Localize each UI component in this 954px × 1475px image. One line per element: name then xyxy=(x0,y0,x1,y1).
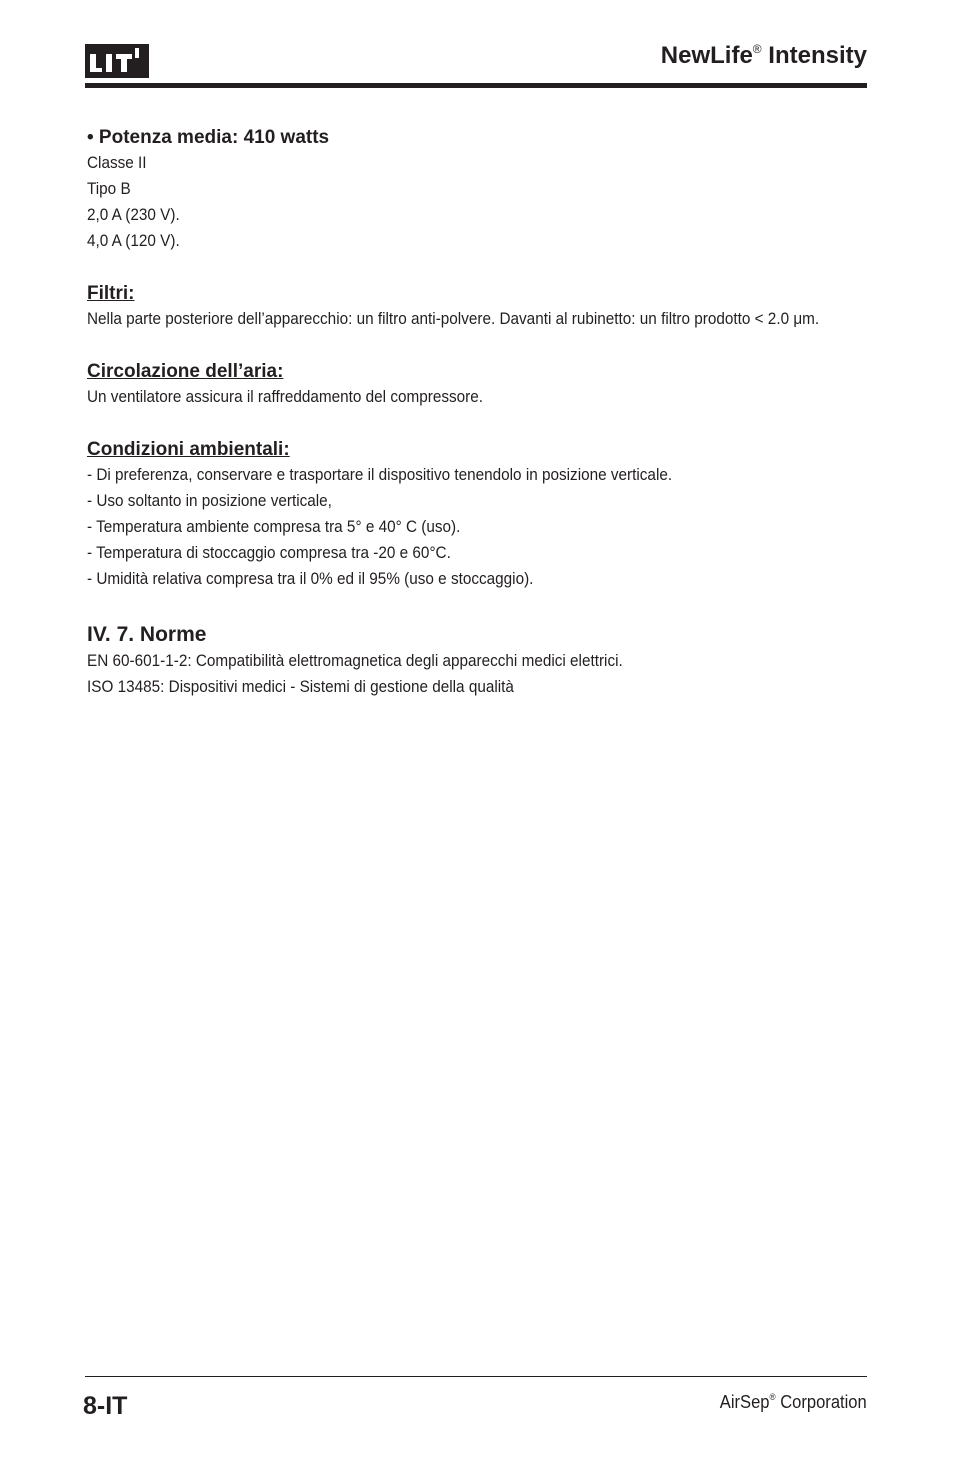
company-main: AirSep xyxy=(720,1392,770,1412)
air-heading: Circolazione dell’aria: xyxy=(87,361,284,382)
power-heading: • Potenza media: 410 watts xyxy=(87,127,330,148)
air-text: Un ventilatore assicura il raffreddamento del compressore. xyxy=(87,387,484,406)
title-main: NewLife xyxy=(660,42,753,69)
power-line: Tipo B xyxy=(87,179,131,198)
company-registered-mark: ® xyxy=(769,1392,776,1402)
standards-line: ISO 13485: Dispositivi medici - Sistemi di gestione della qualità xyxy=(87,677,514,696)
environment-heading: Condizioni ambientali: xyxy=(87,439,290,460)
header-divider xyxy=(85,83,867,88)
company-rest: Corporation xyxy=(775,1392,867,1412)
environment-line: - Temperatura di stoccaggio compresa tra -20 e 60°C. xyxy=(87,543,451,562)
environment-line: - Di preferenza, conservare e trasportare il dispositivo tenendolo in posizione verticale. xyxy=(87,465,673,484)
page-number: 8-IT xyxy=(83,1392,128,1420)
standards-line: EN 60-601-1-2: Compatibilità elettromagnetica degli apparecchi medici elettrici. xyxy=(87,651,623,670)
page-content xyxy=(87,126,827,700)
title-rest: Intensity xyxy=(761,42,867,69)
filters-text: Nella parte posteriore dell’apparecchio: un filtro anti-polvere. Davanti al rubinetto: un filtro prodotto < 2.0 μm. xyxy=(87,309,820,328)
footer-divider xyxy=(85,1376,867,1377)
power-line: Classe II xyxy=(87,153,147,172)
brand-logo-icon xyxy=(85,44,149,78)
title-registered-mark: ® xyxy=(752,42,762,56)
environment-line: - Umidità relativa compresa tra il 0% ed il 95% (uso e stoccaggio). xyxy=(87,569,534,588)
power-line: 2,0 A (230 V). xyxy=(87,205,180,224)
standards-heading: IV. 7. Norme xyxy=(87,623,207,646)
environment-line: - Temperatura ambiente compresa tra 5° e 40° C (uso). xyxy=(87,517,461,536)
environment-line: - Uso soltanto in posizione verticale, xyxy=(87,491,332,510)
document-title xyxy=(661,42,867,70)
power-line: 4,0 A (120 V). xyxy=(87,231,180,250)
filters-heading: Filtri: xyxy=(87,283,135,304)
company-name xyxy=(720,1392,867,1413)
